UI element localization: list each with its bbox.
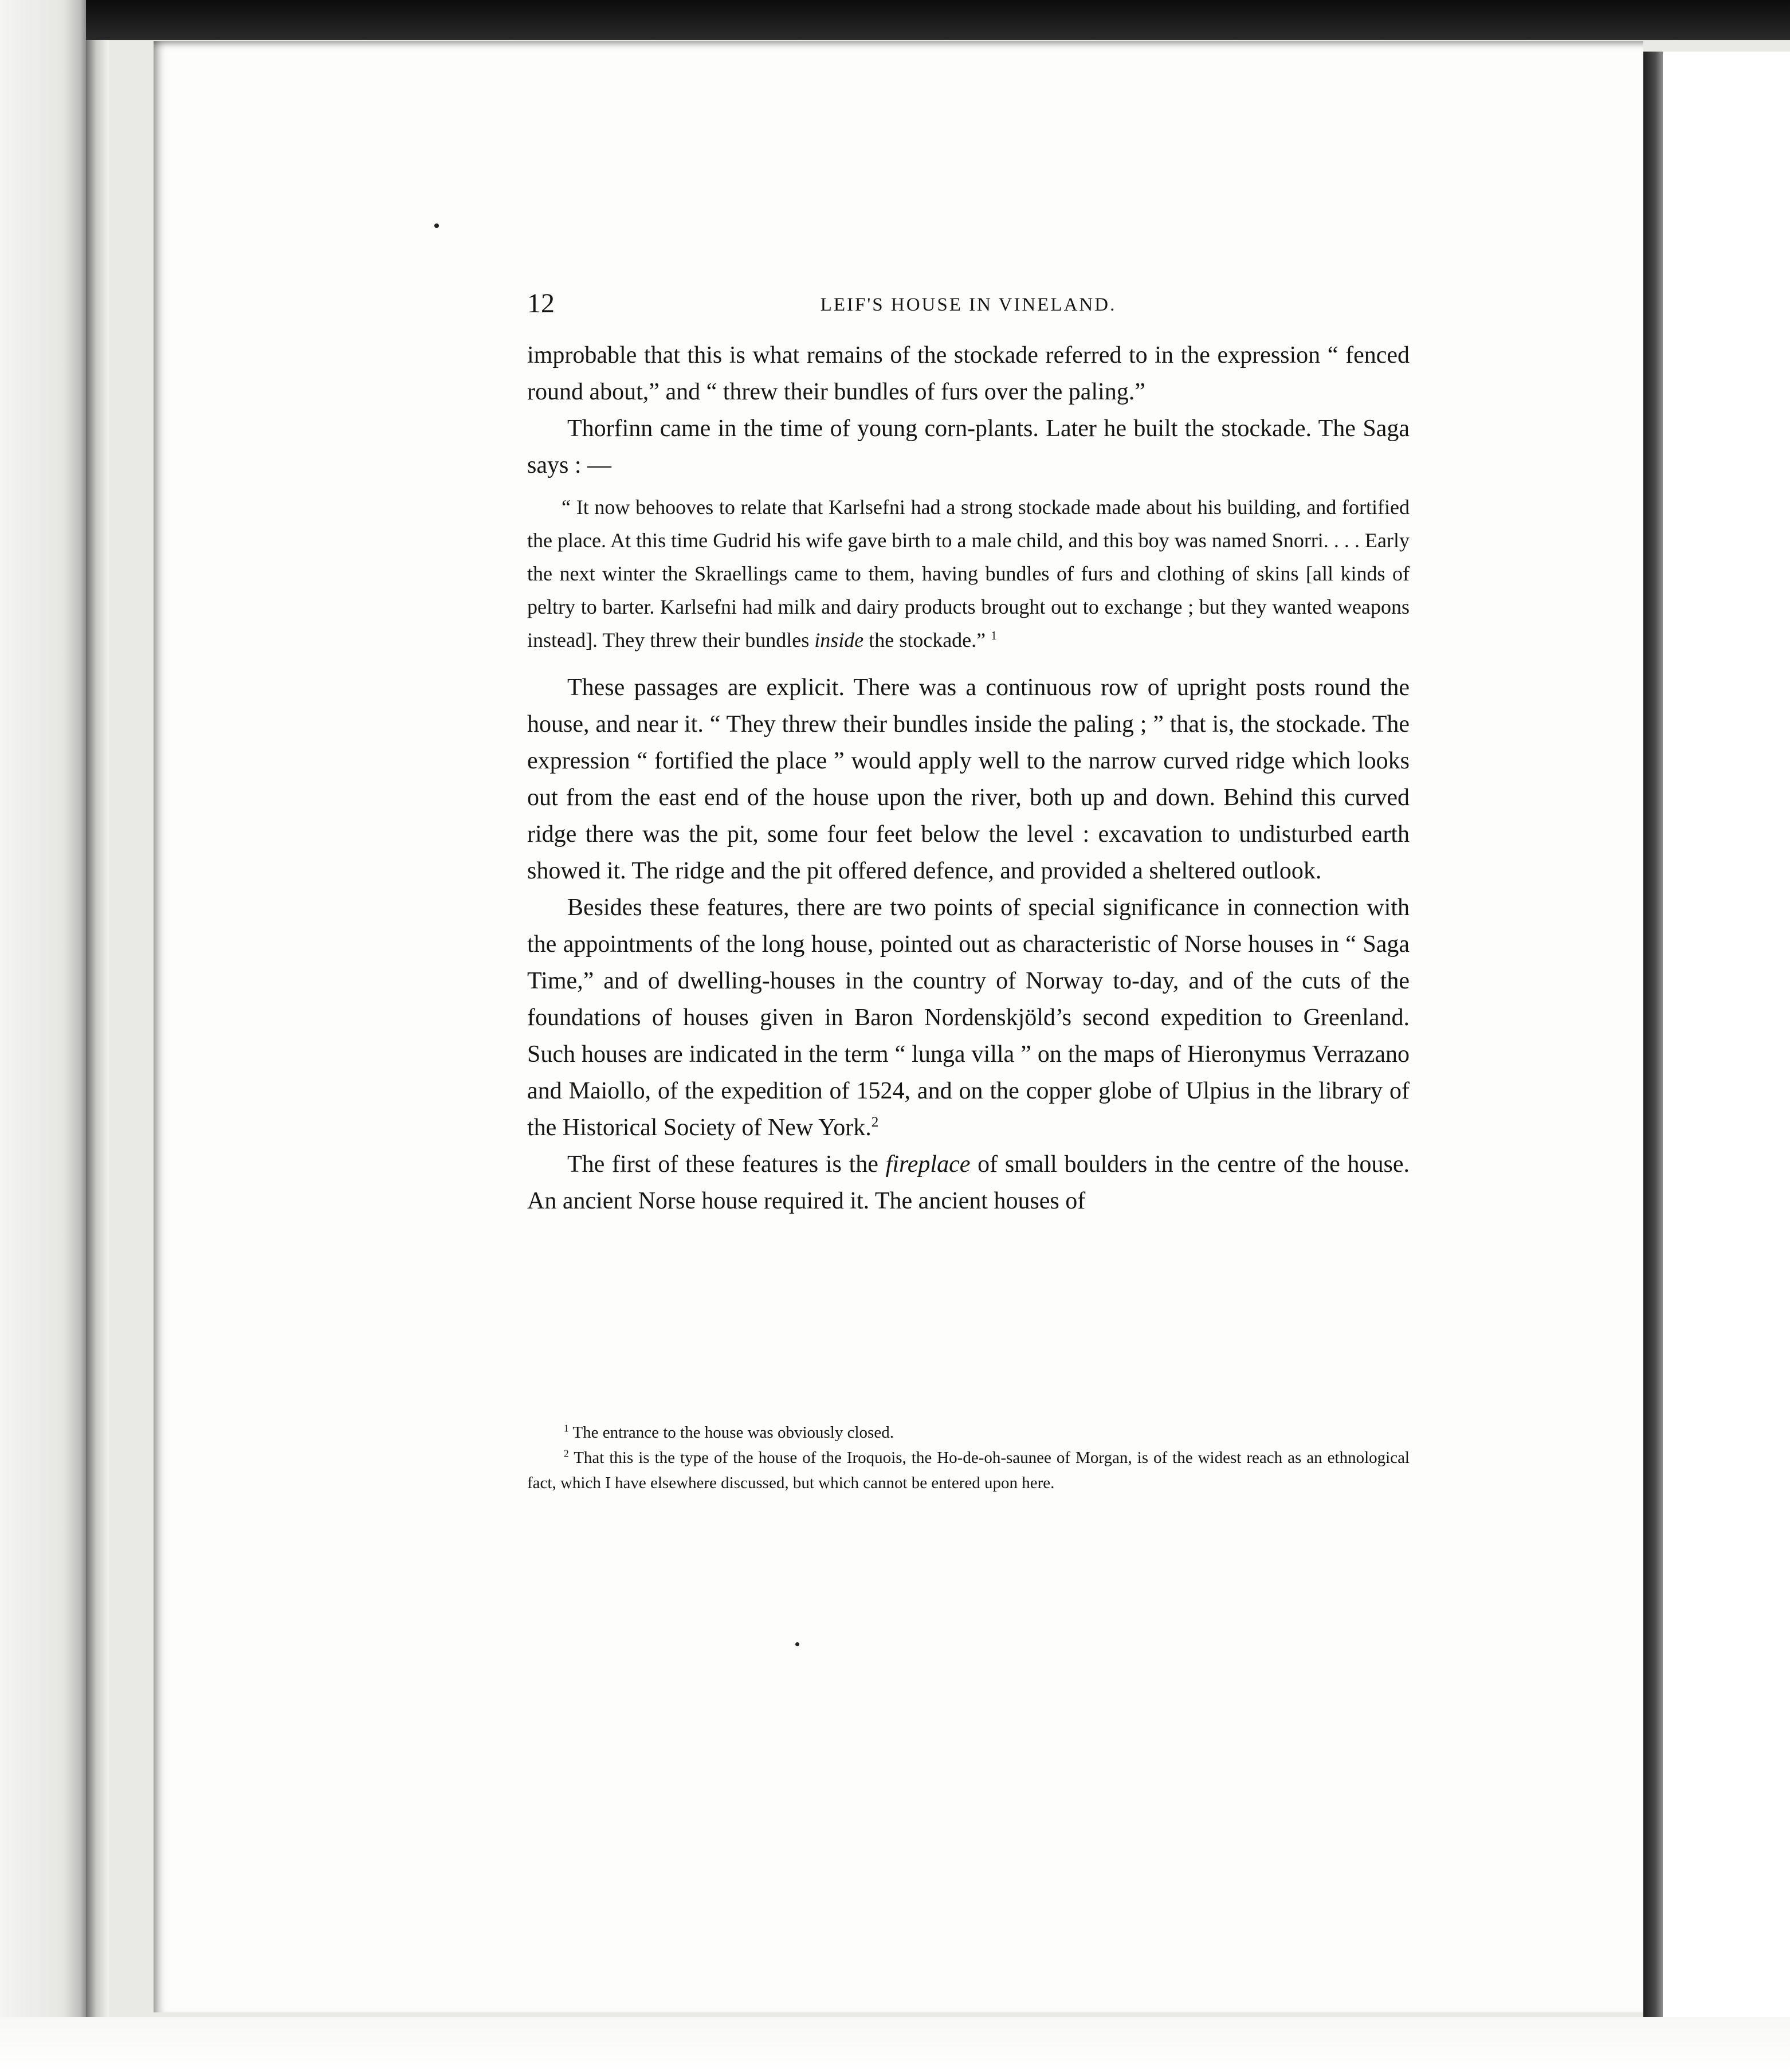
footnote-ref-1: 1	[991, 629, 997, 642]
dust-speck	[795, 1642, 799, 1646]
scan-right-margin	[1643, 52, 1790, 2072]
main-text	[527, 337, 1410, 1219]
page-header	[527, 287, 1410, 327]
footnote-text: That this is the type of the house of the Iroquois, the Ho-de-oh-saunee of Morgan, is of the widest reach as an ethnological fact, which I have elsewhere discussed, but which cannot be entered upon here.	[527, 1449, 1410, 1492]
paragraph-5-italic-word: fireplace	[885, 1151, 971, 1178]
paragraph-3: These passages are explicit. There was a continuous row of upright posts round the house, and near it. “ They threw their bundles inside the paling ; ” that is, the stockade. The expression “ fortified the place ” would apply well to the narrow curved ridge which looks out from the east end of the house upon the river, both up and down. Behind this curved ridge there was the pit, some four feet below the level : excavation to undisturbed earth showed it. The ridge and the pit offered defence, and provided a sheltered outlook.	[527, 674, 1410, 884]
footnotes	[527, 1420, 1410, 1496]
quote-text-a: “ It now behooves to relate that Karlsefni had a strong stockade made about his building, and fortified the place. At this time Gudrid his wife gave birth to a male child, and this boy was named Snorri. . . . Early the next winter the Skraellings came to them, having bundles of furs and clothing of skins [all kinds of peltry to barter. Karlsefni had milk and dairy products brought out to exchange ; but they wanted weapons instead]. They threw their bundles	[527, 496, 1410, 652]
paragraph-4-text: Besides these features, there are two points of special significance in connection with the appointments of the long house, pointed out as characteristic of Norse houses in “ Saga Time,” and of dwelling-houses in the country of Norway to-day, and of the cuts of the foundations of houses given in Baron Nordenskjöld’s second expedition to Greenland. Such houses are indicated in the term “ lunga villa ” on the maps of Hieronymus Verrazano and Maiollo, of the expedition of 1524, and on the copper globe of Ulpius in the library of the Historical Society of New York.	[527, 894, 1410, 1141]
footnote-ref-2: 2	[871, 1115, 879, 1130]
footnote-1	[527, 1420, 1410, 1445]
quote-italic-word: inside	[814, 629, 864, 652]
footnote-text: The entrance to the house was obviously closed.	[568, 1423, 894, 1442]
page-number: 12	[527, 288, 555, 319]
page-right-edge	[1643, 52, 1663, 2046]
paragraph-2: Thorfinn came in the time of young corn-plants. Later he built the stockade. The Saga says : —	[527, 415, 1410, 478]
quote-text-b: the stockade.”	[863, 629, 986, 652]
paragraph-5-text-b: of small boulders in the centre of the house. An ancient Norse house required it. The ancient houses of	[527, 1151, 1410, 1214]
footnote-2	[527, 1445, 1410, 1496]
scan-left-border	[0, 0, 86, 2072]
paragraph-1: improbable that this is what remains of the stockade referred to in the expression “ fenced round about,” and “ threw their bundles of furs over the paling.”	[527, 342, 1410, 405]
saga-quotation	[527, 490, 1410, 657]
paragraph-4	[527, 889, 1410, 1146]
footnote-mark: 1	[564, 1422, 569, 1434]
footnote-mark: 2	[564, 1447, 569, 1459]
dust-speck	[434, 223, 439, 228]
scan-top-border	[0, 0, 1790, 40]
paragraph-5-text-a: The first of these features is the	[567, 1151, 886, 1178]
running-title: LEIF'S HOUSE IN VINELAND.	[820, 295, 1117, 315]
book-spine-edge	[86, 40, 109, 2023]
paragraph-5	[527, 1146, 1410, 1219]
scan-bottom-margin	[0, 2017, 1790, 2072]
